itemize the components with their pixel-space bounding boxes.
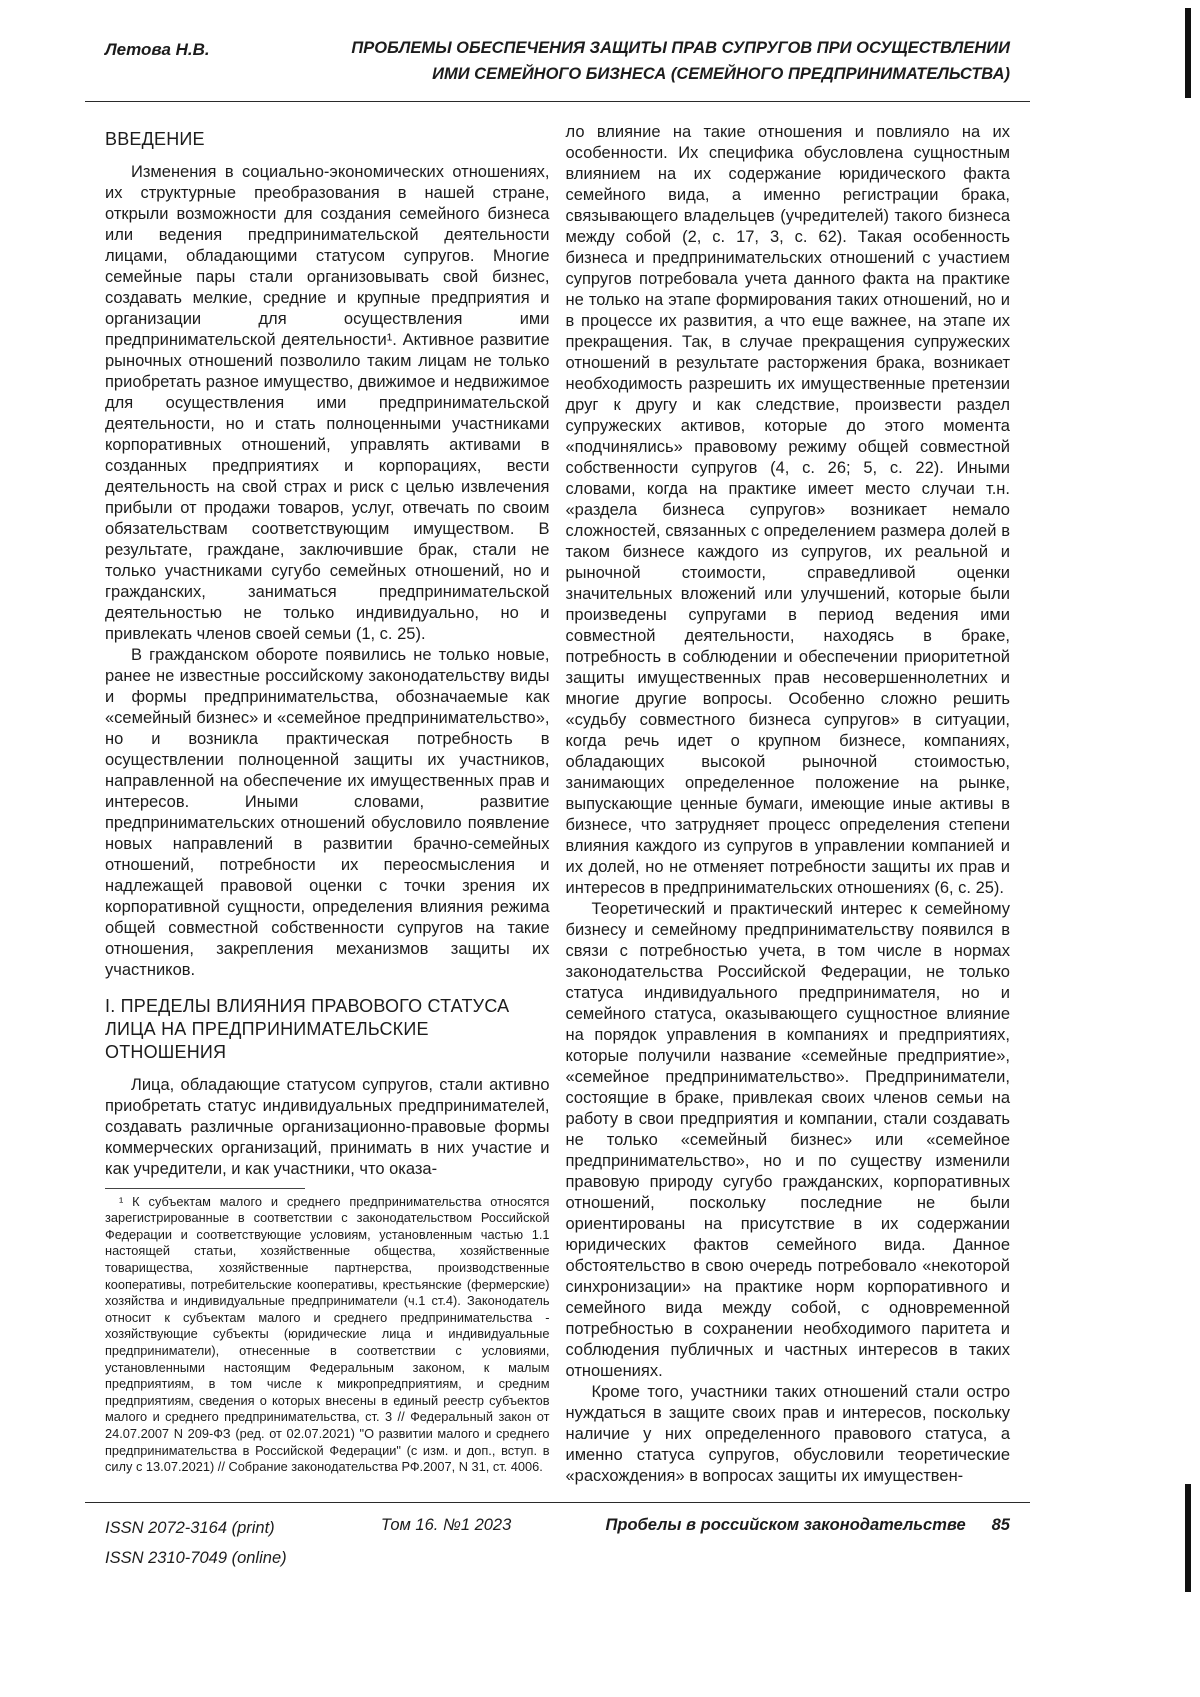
crop-mark-top — [1185, 8, 1191, 98]
paper-title — [351, 36, 1010, 87]
page-number: 85 — [991, 1516, 1010, 1534]
footnote-text: ¹ К субъектам малого и среднего предпринимательства относятся зарегистрированные в соответствии с законодательством Российской Федерации и соответствующие условиям, установленным частью 1.1 настоящей статьи, хозяйственные общества, хозяйственные товарищества, хозяйственные партнерства, производственные кооперативы, потребительские кооперативы, крестьянские (фермерские) хозяйства и индивидуальные предприниматели (ч.1 ст.4). Законодатель относит к субъектам малого и среднего предпринимательства - хозяйствующие субъекты (юридические лица и индивидуальные предприниматели), отнесенные в соответствии с условиями, установленными настоящим Федеральным законом, к малым предприятиям, в том числе к микропредприятиям, и средним предприятиям, сведения о которых внесены в единый реестр субъектов малого и среднего предпринимательства, ст. 3 // Федеральный закон от 24.07.2007 N 209-ФЗ (ред. от 02.07.2021) "О развитии малого и среднего предпринимательства в Российской Федерации" (с изм. и доп., вступ. в силу с 13.07.2021) // Собрание законодательства РФ.2007, N 31, ст. 4006. — [105, 1193, 550, 1475]
intro-heading: ВВЕДЕНИЕ — [105, 129, 205, 150]
volume-info: Том 16. №1 2023 — [380, 1516, 512, 1534]
footnote-divider — [105, 1188, 305, 1189]
right-column — [566, 122, 1011, 1488]
page-footer — [105, 1514, 1010, 1573]
journal-block — [606, 1514, 1010, 1535]
paragraph-intro-2: В гражданском обороте появились не только новые, ранее не известные российскому законодательству виды и формы предпринимательства, обозначаемые как «семейный бизнес» и «семейное предпринимательство», но и возникла практическая потребность в осуществлении полноценной защиты их участников, направленной на обеспечение их имущественных прав и интересов. Иными словами, развитие предпринимательских отношений обусловило появление новых направлений в развитии брачно-семейных отношений, потребности их переосмысления и надлежащей правовой оценки с точки зрения их корпоративной сущности, определения влияния режима общей совместной собственности супругов на такие отношения, закрепления механизмов защиты их участников. — [105, 645, 550, 979]
footer-divider — [85, 1502, 1030, 1503]
issn-print: ISSN 2072-3164 (print) — [105, 1519, 275, 1537]
paragraph-intro-1: Изменения в социально-экономических отношениях, их структурные преобразования в нашей стране, открыли возможности для создания семейного бизнеса или ведения предпринимательской деятельности лицами, обладающими статусом супругов. Многие семейные пары стали организовывать свой бизнес, создавать мелкие, средние и крупные предприятия и организации для осуществления ими предпринимательской деятельности¹. Активное развитие рыночных отношений позволило таким лицам не только приобретать разное имущество, движимое и недвижимое для осуществления ими предпринимательской деятельности, но и стать полноценными участниками корпоративных отношений, управлять активами в созданных предприятиях и корпорациях, вести деятельность на свой страх и риск с целью извлечения прибыли от продажи товаров, услуг, отвечать по своим обязательствам соответствующим имуществом. В результате, граждане, заключившие брак, стали не только участниками сугубо семейных отношений, но и гражданских, заниматься предпринимательской деятельностью не только индивидуально, но и привлекать членов своей семьи (1, с. 25). — [105, 162, 550, 643]
paragraph-right-3: Кроме того, участники таких отношений стали остро нуждаться в защите своих прав и интересов, поскольку наличие у них определенного правового статуса, а именно статуса супругов, обусловили теоретические «расхождения» в вопросах защиты их имуществен- — [565, 1383, 1010, 1486]
left-column — [105, 122, 550, 1488]
paper-title-line-1: ПРОБЛЕМЫ ОБЕСПЕЧЕНИЯ ЗАЩИТЫ ПРАВ СУПРУГОВ ПРИ ОСУЩЕСТВЛЕНИИ — [351, 39, 1010, 57]
paragraph-right-2: Теоретический и практический интерес к семейному бизнесу и семейному предпринимательству появился в связи с потребностью учета, в том числе в нормах законодательства Российской Федерации, не только статуса индивидуального предпринимателя, но и семейного статуса, оказывающего сущностное влияние на порядок управления в компаниях и предприятиях, которые получили название «семейные предприятие», «семейное предпринимательство». Предприниматели, состоящие в браке, привлекая своих членов семьи на работу в свои предприятия и компании, стали создавать не только «семейный бизнес» или «семейное предпринимательство», но и по существу изменили правовую природу сугубо гражданских, корпоративных отношений, поскольку последние не были ориентированы на присутствие в их содержании юридических фактов семейного вида. Данное обстоятельство в свою очередь потребовало «некоторой синхронизации» на практике норм корпоративного и семейного вида между собой, с одновременной потребностью в сохранении необходимого паритета и соблюдения публичных и частных интересов в таких отношениях. — [565, 900, 1010, 1381]
paper-title-line-2: ИМИ СЕМЕЙНОГО БИЗНЕСА (СЕМЕЙНОГО ПРЕДПРИНИМАТЕЛЬСТВА) — [432, 64, 1010, 83]
page-header — [0, 0, 1200, 87]
journal-title: Пробелы в российском законодательстве — [605, 1516, 966, 1534]
paragraph-section1-1: Лица, обладающие статусом супругов, стали активно приобретать статус индивидуальных предпринимателей, создавать различные организационно-правовые формы коммерческих организаций, принимать в них участие и как учредители, и как участники, что оказа- — [105, 1075, 550, 1178]
issn-online: ISSN 2310-7049 (online) — [105, 1548, 287, 1567]
article-body — [0, 102, 1200, 1488]
section1-heading: I. ПРЕДЕЛЫ ВЛИЯНИЯ ПРАВОВОГО СТАТУСА ЛИЦА НА ПРЕДПРИНИМАТЕЛЬСКИЕ ОТНОШЕНИЯ — [105, 995, 510, 1063]
author-name: Летова Н.В. — [105, 40, 210, 59]
issn-block — [105, 1514, 287, 1573]
crop-mark-bottom — [1185, 1484, 1191, 1592]
paragraph-continued: ло влияние на такие отношения и повлияло на их особенности. Их специфика обусловлена сущностным влиянием на их содержание юридического факта семейного вида, а именно регистрации брака, связывающего владельцев (учредителей) такого бизнеса между собой (2, с. 17, 3, с. 62). Такая особенность бизнеса и предпринимательских отношений с участием супругов потребовала учета данного факта на практике не только на этапе формирования таких отношений, но и в процессе их развития, а что еще важнее, на этапе их прекращения. Так, в случае прекращения супружеских отношений в результате расторжения брака, возникает необходимость разрешить их имущественные претензии друг к другу и как следствие, произвести раздел супружеских активов, которые до этого момента «подчинялись» правовому режиму общей совместной собственности супругов (4, с. 26; 5, с. 22). Иными словами, когда на практике имеет место случаи т.н. «раздела бизнеса супругов» возникает немало сложностей, связанных с определением размера долей в таком бизнесе каждого из супругов, их реальной и рыночной стоимости, справедливой оценки значительных вложений или улучшений, которые были произведены супругами в период ведения ими совместной деятельности, находясь в браке, потребность в соблюдении и обеспечении приоритетной защиты имущественных прав несовершеннолетних и многие другие вопросы. Особенно сложно решить «судьбу совместного бизнеса супругов» в ситуации, когда речь идет о крупном бизнесе, компаниях, обладающих высокой рыночной стоимостью, занимающих определенное положение на рынке, выпускающие ценные бумаги, имеющие иные активы в бизнесе, что затрудняет процесс определения степени влияния каждого из супругов в управлении компанией и их долей, но не отменяет потребности защиты их прав и интересов в предпринимательских отношениях (6, с. 25). — [565, 123, 1010, 898]
